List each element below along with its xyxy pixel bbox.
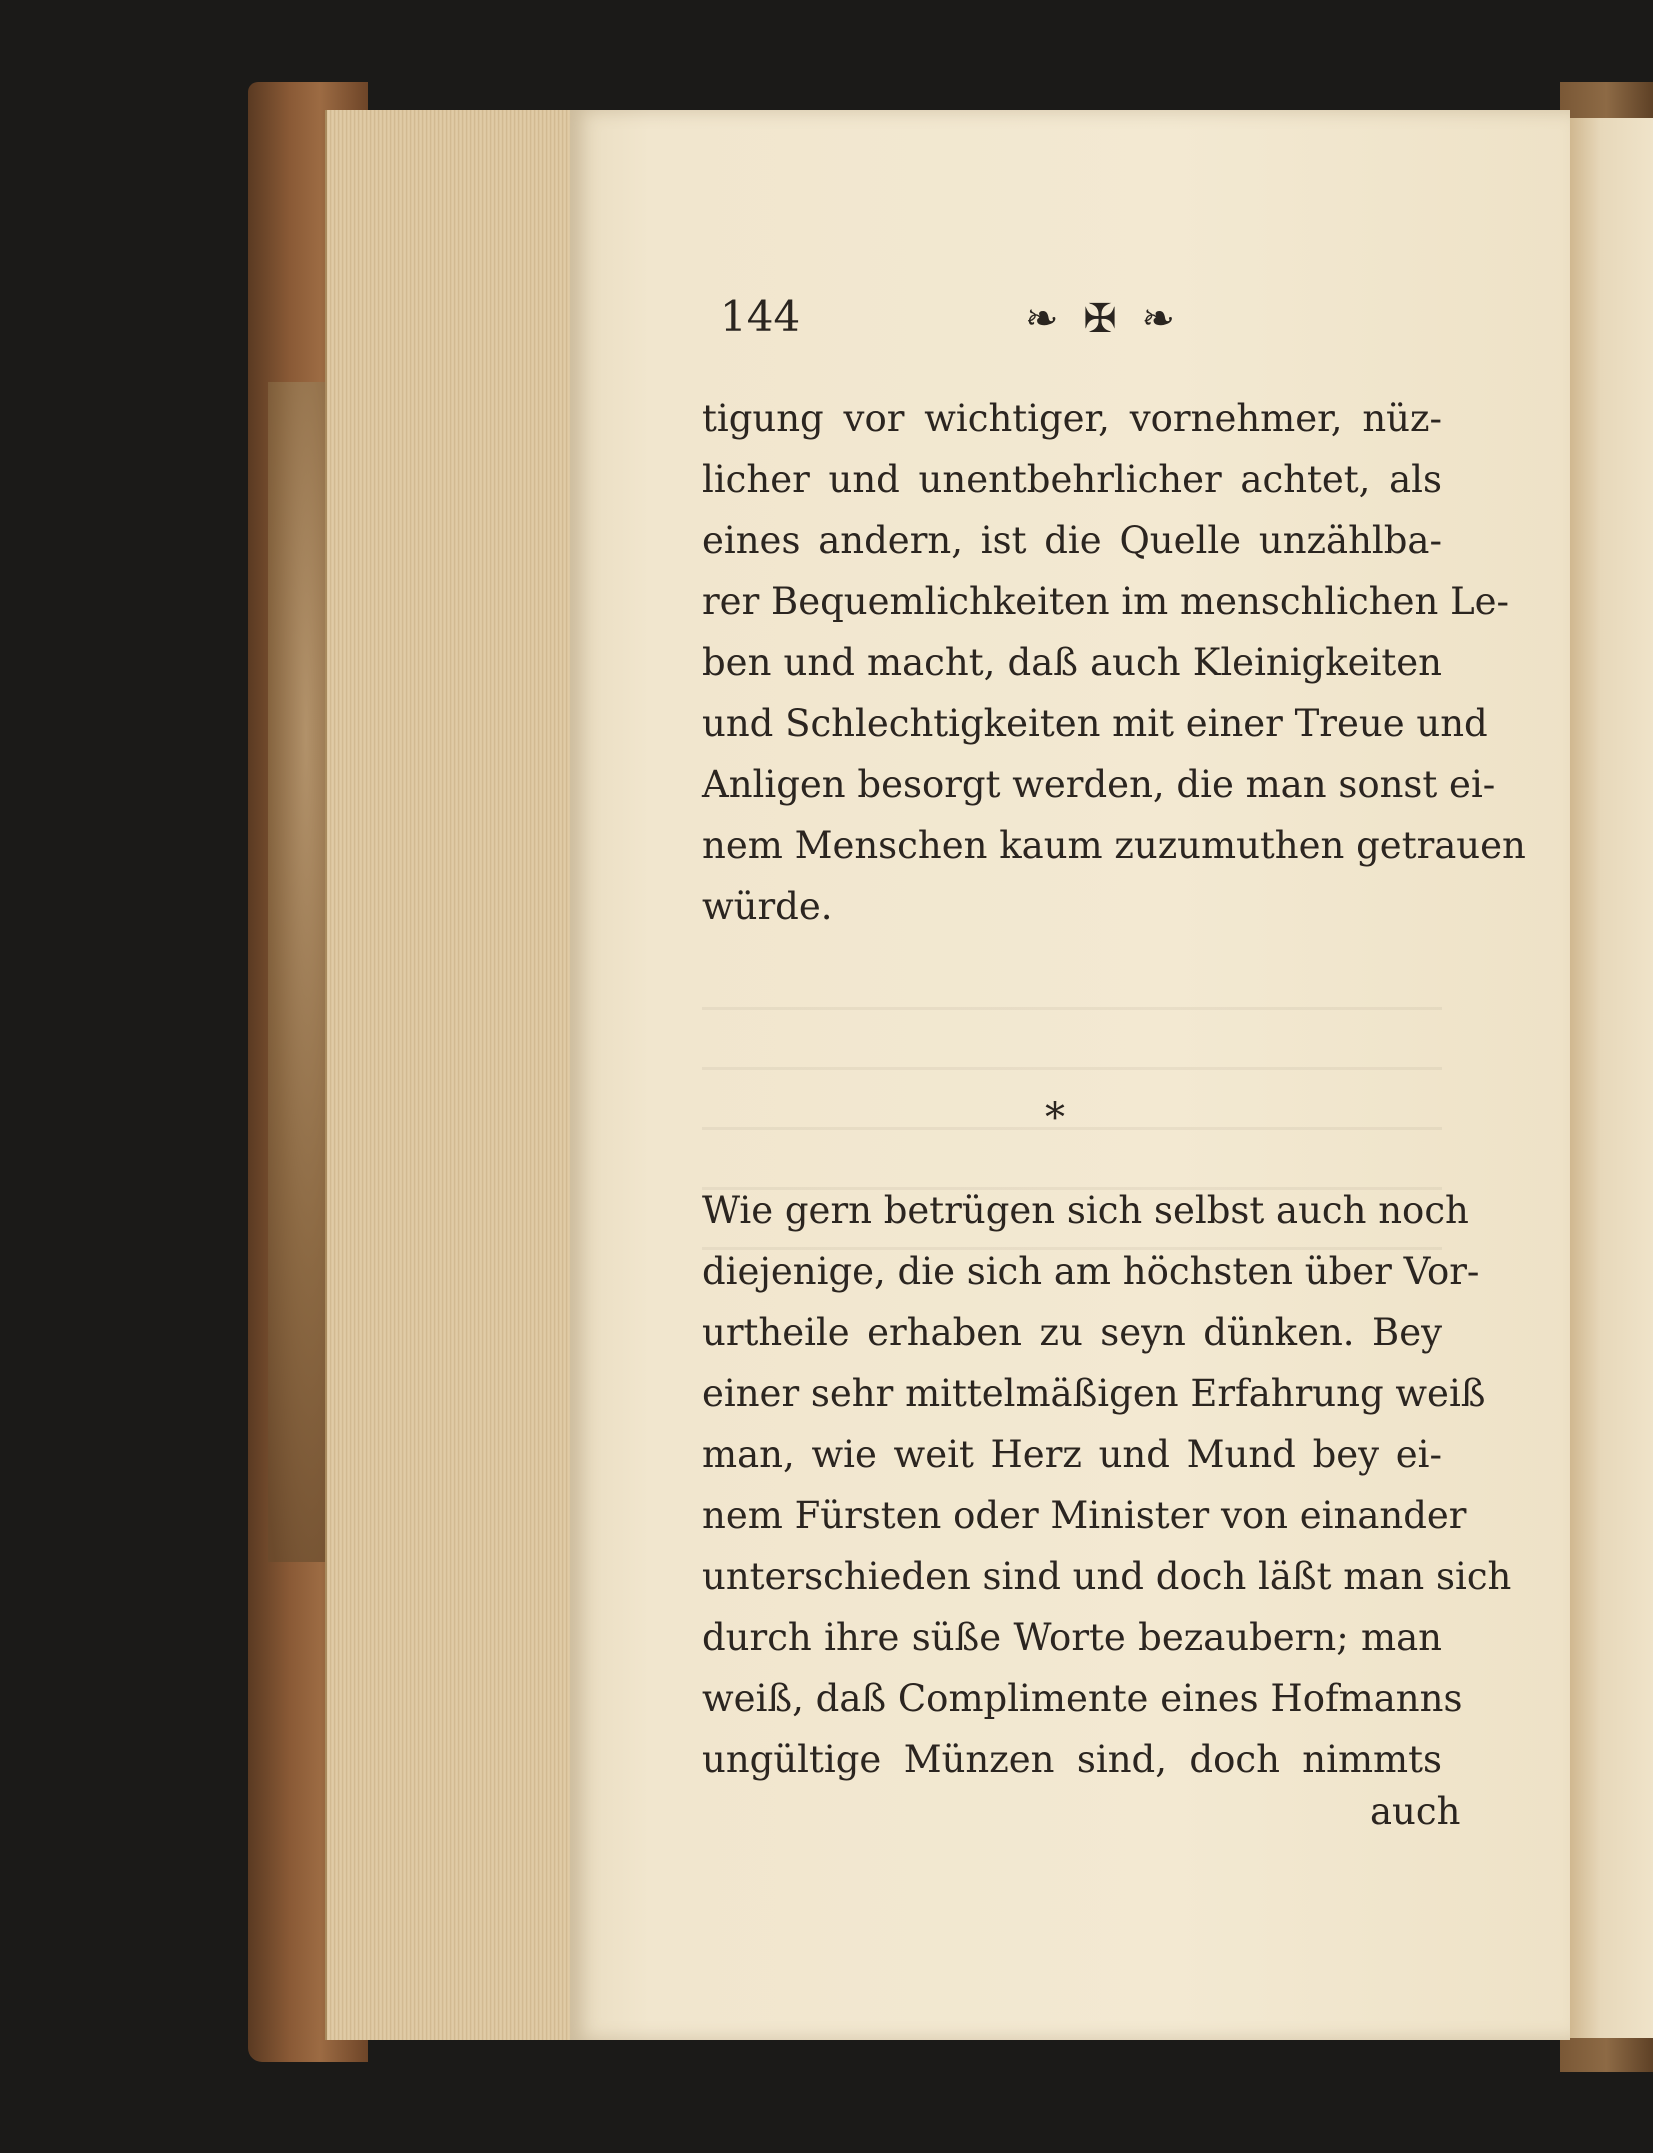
text-line: rer Bequemlichkeiten im menschlichen Le- <box>702 580 1510 623</box>
text-line: nem Fürsten oder Minister von einander <box>702 1494 1467 1537</box>
page-header <box>570 292 1570 372</box>
text-line: ben und macht, daß auch Kleinigkeiten <box>702 641 1442 684</box>
text-line: würde. <box>702 885 833 928</box>
text-line: und Schlechtigkeiten mit einer Treue und <box>702 702 1488 745</box>
text-line: Wie gern betrügen sich selbst auch noch <box>702 1189 1469 1232</box>
paragraph-2 <box>702 1180 1512 1790</box>
text-line: durch ihre süße Worte bezaubern; man <box>702 1616 1442 1659</box>
text-line: tigung vor wichtiger, vornehmer, nüz- <box>702 397 1442 440</box>
text-line: weiß, daß Complimente eines Hofmanns <box>702 1677 1463 1720</box>
text-line: einer sehr mittelmäßigen Erfahrung weiß <box>702 1372 1486 1415</box>
facing-page-edge <box>1566 118 1653 2038</box>
section-separator: * <box>1045 1095 1065 1141</box>
text-line: licher und unentbehrlicher achtet, als <box>702 458 1442 501</box>
text-line: man, wie weit Herz und Mund bey ei- <box>702 1433 1442 1476</box>
text-line: Anligen besorgt werden, die man sonst ei- <box>702 763 1496 806</box>
text-line: diejenige, die sich am höchsten über Vor- <box>702 1250 1480 1293</box>
page-block-edge <box>325 110 577 2040</box>
book-page <box>570 110 1570 2040</box>
text-line: unterschieden sind und doch läßt man sich <box>702 1555 1512 1598</box>
page-number: 144 <box>720 292 801 341</box>
text-line: urtheile erhaben zu seyn dünken. Bey <box>702 1311 1442 1354</box>
header-ornament: ❧ ✠ ❧ <box>1025 296 1181 342</box>
text-line: nem Menschen kaum zuzumuthen getrauen <box>702 824 1526 867</box>
paragraph-1 <box>702 388 1526 937</box>
text-line: eines andern, ist die Quelle unzählba- <box>702 519 1442 562</box>
text-line: ungültige Münzen sind, doch nimmts <box>702 1738 1442 1781</box>
catchword: auch <box>1370 1790 1461 1833</box>
